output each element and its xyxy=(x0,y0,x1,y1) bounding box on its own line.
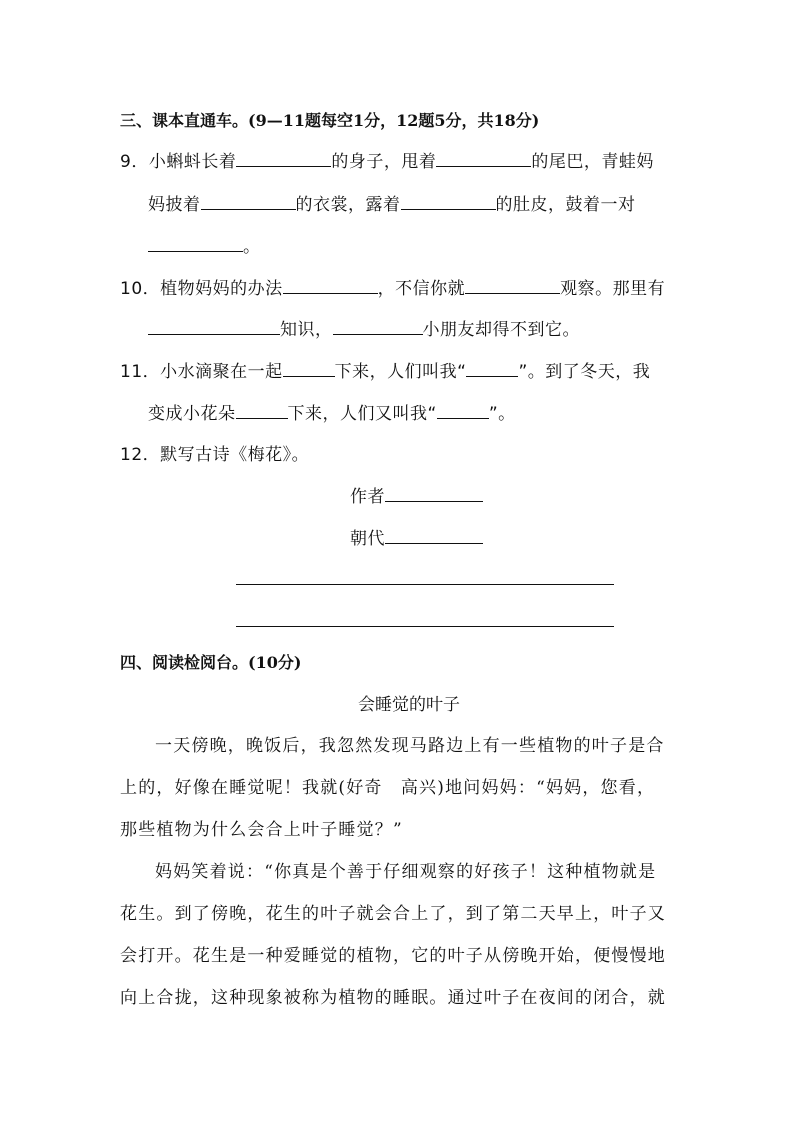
question-text: 知识， xyxy=(280,320,333,340)
answer-blank[interactable] xyxy=(148,319,280,335)
answer-blank[interactable] xyxy=(333,319,423,335)
question-text: 默写古诗《梅花》。 xyxy=(160,445,310,465)
answer-blank[interactable] xyxy=(236,151,331,167)
question-text: 的肚皮，鼓着一对 xyxy=(495,195,636,215)
question-text: 的衣裳，露着 xyxy=(295,195,401,215)
answer-blank[interactable] xyxy=(283,361,335,377)
question-9-line-2 xyxy=(148,190,636,215)
question-9-line-1 xyxy=(120,147,654,172)
question-text: 的尾巴，青蛙妈 xyxy=(531,152,654,172)
question-number: 11． xyxy=(120,362,161,382)
answer-blank[interactable] xyxy=(201,194,296,210)
poem-line-2[interactable] xyxy=(236,626,614,627)
question-text: 植物妈妈的办法 xyxy=(160,279,283,299)
passage-line: 一天傍晚，晚饭后，我忽然发现马路边上有一些植物的叶子是合 xyxy=(155,736,665,756)
section-4-heading: 四、阅读检阅台。(10分) xyxy=(120,653,302,672)
dynasty-blank[interactable] xyxy=(385,528,483,544)
passage-line: 上的，好像在睡觉呢！我就(好奇 高兴)地问妈妈：“妈妈，您看， xyxy=(120,778,656,798)
answer-blank[interactable] xyxy=(466,361,518,377)
author-row xyxy=(350,482,483,507)
author-blank[interactable] xyxy=(385,486,483,502)
question-text: 小蝌蚪长着 xyxy=(148,152,237,172)
answer-blank[interactable] xyxy=(465,278,560,294)
answer-blank[interactable] xyxy=(236,403,288,419)
poem-line-1[interactable] xyxy=(236,584,614,585)
question-number: 10． xyxy=(120,279,161,299)
question-9-line-3 xyxy=(148,232,261,257)
dynasty-row xyxy=(350,524,483,549)
answer-blank[interactable] xyxy=(148,236,243,252)
question-10-line-2 xyxy=(148,315,580,340)
question-11-line-2 xyxy=(148,399,516,424)
question-text: 变成小花朵 xyxy=(148,404,236,424)
question-number: 9． xyxy=(120,152,149,172)
question-text: ”。 xyxy=(488,404,516,424)
question-text: 小朋友却得不到它。 xyxy=(422,320,580,340)
dynasty-label: 朝代 xyxy=(350,529,385,549)
question-text: ”。到了冬天，我 xyxy=(518,362,651,382)
question-text: ，不信你就 xyxy=(377,279,466,299)
passage-line: 妈妈笑着说：“你真是个善于仔细观察的好孩子！这种植物就是 xyxy=(155,862,657,882)
passage-line: 花生。到了傍晚，花生的叶子就会合上了，到了第二天早上，叶子又 xyxy=(120,904,666,924)
question-text: 下来，人们叫我“ xyxy=(334,362,467,382)
answer-blank[interactable] xyxy=(436,151,531,167)
passage-line: 向上合拢，这种现象被称为植物的睡眠。通过叶子在夜间的闭合，就 xyxy=(120,988,666,1008)
passage-line: 会打开。花生是一种爱睡觉的植物，它的叶子从傍晚开始，便慢慢地 xyxy=(120,946,666,966)
question-number: 12． xyxy=(120,445,161,465)
answer-blank[interactable] xyxy=(437,403,489,419)
answer-blank[interactable] xyxy=(401,194,496,210)
question-text: 的身子，甩着 xyxy=(331,152,437,172)
question-text: 。 xyxy=(243,237,261,257)
answer-blank[interactable] xyxy=(283,278,378,294)
question-text: 妈披着 xyxy=(148,195,201,215)
question-11-line-1 xyxy=(120,357,650,382)
question-text: 观察。那里有 xyxy=(560,279,666,299)
author-label: 作者 xyxy=(350,487,385,507)
question-text: 小水滴聚在一起 xyxy=(160,362,283,382)
question-12 xyxy=(120,440,309,465)
question-10-line-1 xyxy=(120,274,665,299)
section-3-heading: 三、课本直通车。(9—11题每空1分，12题5分，共18分) xyxy=(120,111,540,130)
passage-line: 那些植物为什么会合上叶子睡觉？” xyxy=(120,820,403,840)
question-text: 下来，人们又叫我“ xyxy=(287,404,437,424)
reading-title: 会睡觉的叶子 xyxy=(358,695,460,715)
